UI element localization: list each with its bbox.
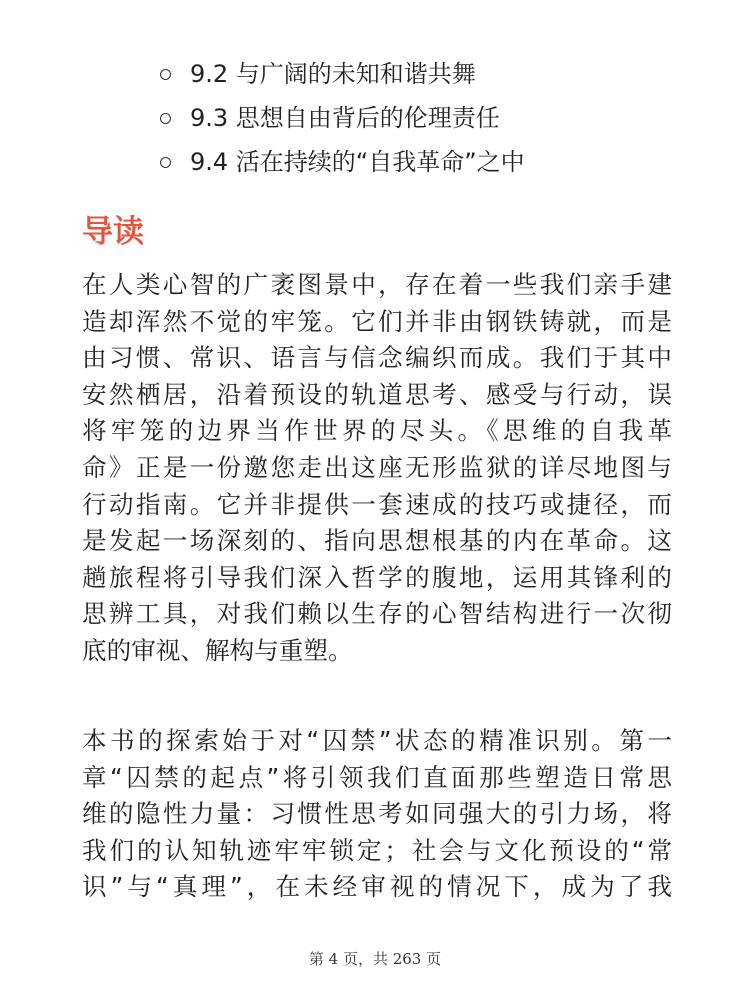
toc-item[interactable]: [160, 52, 720, 96]
toc-item[interactable]: [160, 140, 720, 184]
toc-item[interactable]: [160, 96, 720, 140]
paragraph-line: 是发起一场深刻的、指向思想根基的内在革命。这: [82, 526, 672, 556]
paragraph-line: 在人类心智的广袤图景中，存在着一些我们亲手建: [82, 270, 672, 299]
paragraph-line: 底的审视、解构与重塑。: [82, 635, 353, 665]
paragraph-line: 思辨工具，对我们赖以生存的心智结构进行一次彻: [82, 599, 672, 629]
paragraph-line: 行动指南。它并非提供一套速成的技巧或捷径，而: [82, 489, 672, 519]
toc-item-label: 9.4 活在持续的“自我革命”之中: [190, 148, 525, 176]
circle-bullet-icon: [160, 69, 171, 80]
circle-bullet-icon: [160, 157, 171, 168]
circle-bullet-icon: [160, 113, 171, 124]
paragraph-line: 维的隐性力量：习惯性思考如同强大的引力场，将: [82, 799, 672, 829]
page-number: 第 4 页，共 263 页: [308, 950, 442, 968]
paragraph-line: 识”与“真理”，在未经审视的情况下，成为了我: [82, 872, 672, 902]
paragraph-line: 造却浑然不觉的牢笼。它们并非由钢铁铸就，而是: [82, 306, 672, 336]
section-heading: 导读: [82, 214, 144, 250]
paragraph-line: 章“囚禁的起点”将引领我们直面那些塑造日常思: [82, 762, 672, 792]
paragraph-line: 趟旅程将引导我们深入哲学的腹地，运用其锋利的: [82, 562, 672, 592]
paragraph-line: 我们的认知轨迹牢牢锁定；社会与文化预设的“常: [82, 835, 672, 865]
body-paragraph: [82, 267, 672, 670]
toc-item-label: 9.3 思想自由背后的伦理责任: [190, 104, 500, 132]
paragraph-line: 命》正是一份邀您走出这座无形监狱的详尽地图与: [82, 452, 672, 482]
body-paragraph: [82, 723, 672, 906]
toc-item-label: 9.2 与广阔的未知和谐共舞: [190, 60, 476, 88]
paragraph-line: 安然栖居，沿着预设的轨道思考、感受与行动，误: [82, 379, 672, 409]
paragraph-line: 由习惯、常识、语言与信念编织而成。我们于其中: [82, 343, 672, 373]
toc-list: [160, 52, 720, 184]
paragraph-line: 本书的探索始于对“囚禁”状态的精准识别。第一: [82, 726, 672, 755]
paragraph-line: 将牢笼的边界当作世界的尽头。《思维的自我革: [82, 416, 672, 446]
